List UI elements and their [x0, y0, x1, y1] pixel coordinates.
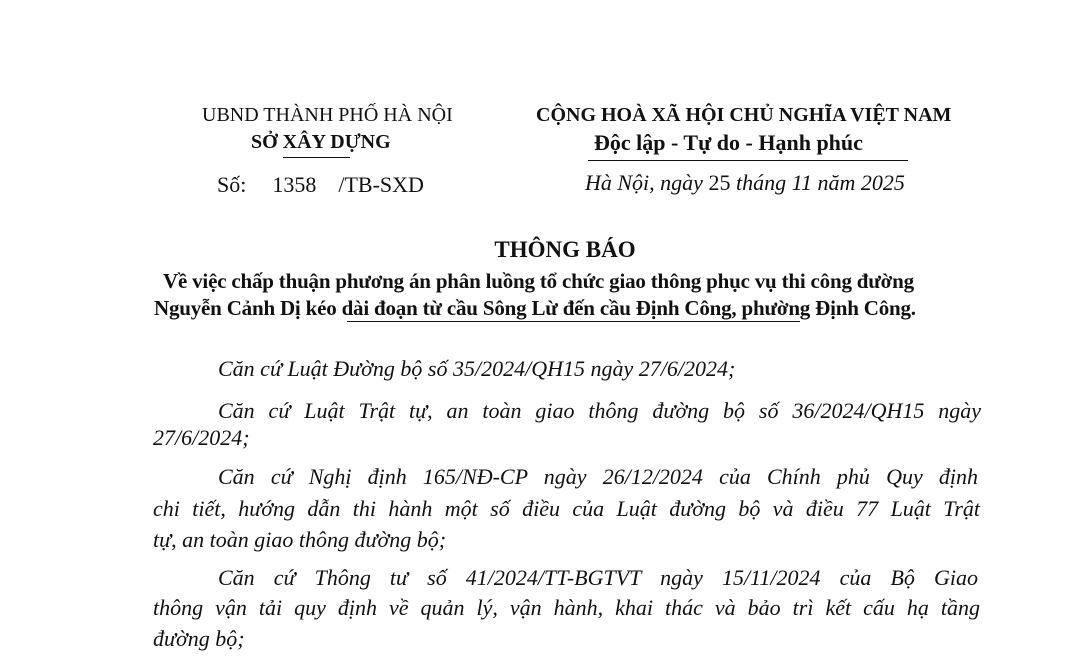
- date-year: 2025: [860, 170, 905, 195]
- legal-basis-4-line-2: thông vận tải quy định về quản lý, vận hành, khai thác và bảo trì kết cấu hạ tầng: [153, 595, 980, 620]
- national-motto: Độc lập - Tự do - Hạnh phúc: [594, 130, 863, 155]
- legal-basis-2-line-2: 27/6/2024;: [153, 425, 250, 450]
- issuing-authority-parent: UBND THÀNH PHỐ HÀ NỘI: [202, 104, 453, 126]
- date-day: 25: [708, 170, 731, 195]
- authority-underline: [283, 157, 350, 158]
- place-date-prefix: Hà Nội, ngày: [585, 170, 703, 195]
- subject-line-1: Về việc chấp thuận phương án phân luồng tổ chức giao thông phục vụ thi công đường: [163, 269, 914, 293]
- subject-line-2: Nguyễn Cảnh Dị kéo dài đoạn từ cầu Sông Lừ đến cầu Định Công, phường Định Công.: [154, 296, 916, 320]
- legal-basis-4-line-3: đường bộ;: [153, 626, 245, 651]
- subject-underline: [347, 321, 800, 322]
- document-title: THÔNG BÁO: [494, 237, 636, 262]
- legal-basis-4-line-1: Căn cứ Thông tư số 41/2024/TT-BGTVT ngày 15/11/2024 của Bộ Giao: [218, 565, 978, 590]
- legal-basis-3-line-1: Căn cứ Nghị định 165/NĐ-CP ngày 26/12/2024 của Chính phủ Quy định: [218, 464, 978, 489]
- date-year-label: năm: [817, 170, 856, 195]
- legal-basis-2-line-1: Căn cứ Luật Trật tự, an toàn giao thông đường bộ số 36/2024/QH15 ngày: [218, 398, 981, 423]
- national-title: CỘNG HOÀ XÃ HỘI CHỦ NGHĨA VIỆT NAM: [536, 104, 952, 126]
- motto-underline: [588, 160, 908, 161]
- legal-basis-3-line-3: tự, an toàn giao thông đường bộ;: [153, 527, 447, 552]
- document-number-value: 1358: [272, 172, 317, 197]
- date-month-label: tháng: [735, 170, 787, 195]
- issuing-authority-name: SỞ XÂY DỰNG: [251, 131, 391, 153]
- place-and-date: [585, 170, 905, 196]
- date-month: 11: [791, 170, 812, 195]
- document-number: [217, 172, 424, 198]
- legal-basis-3-line-2: chi tiết, hướng dẫn thi hành một số điều của Luật đường bộ và điều 77 Luật Trật: [153, 496, 980, 521]
- document-number-label: Số:: [217, 172, 247, 197]
- legal-basis-1: Căn cứ Luật Đường bộ số 35/2024/QH15 ngày 27/6/2024;: [218, 356, 736, 381]
- document-number-code: /TB-SXD: [338, 172, 424, 197]
